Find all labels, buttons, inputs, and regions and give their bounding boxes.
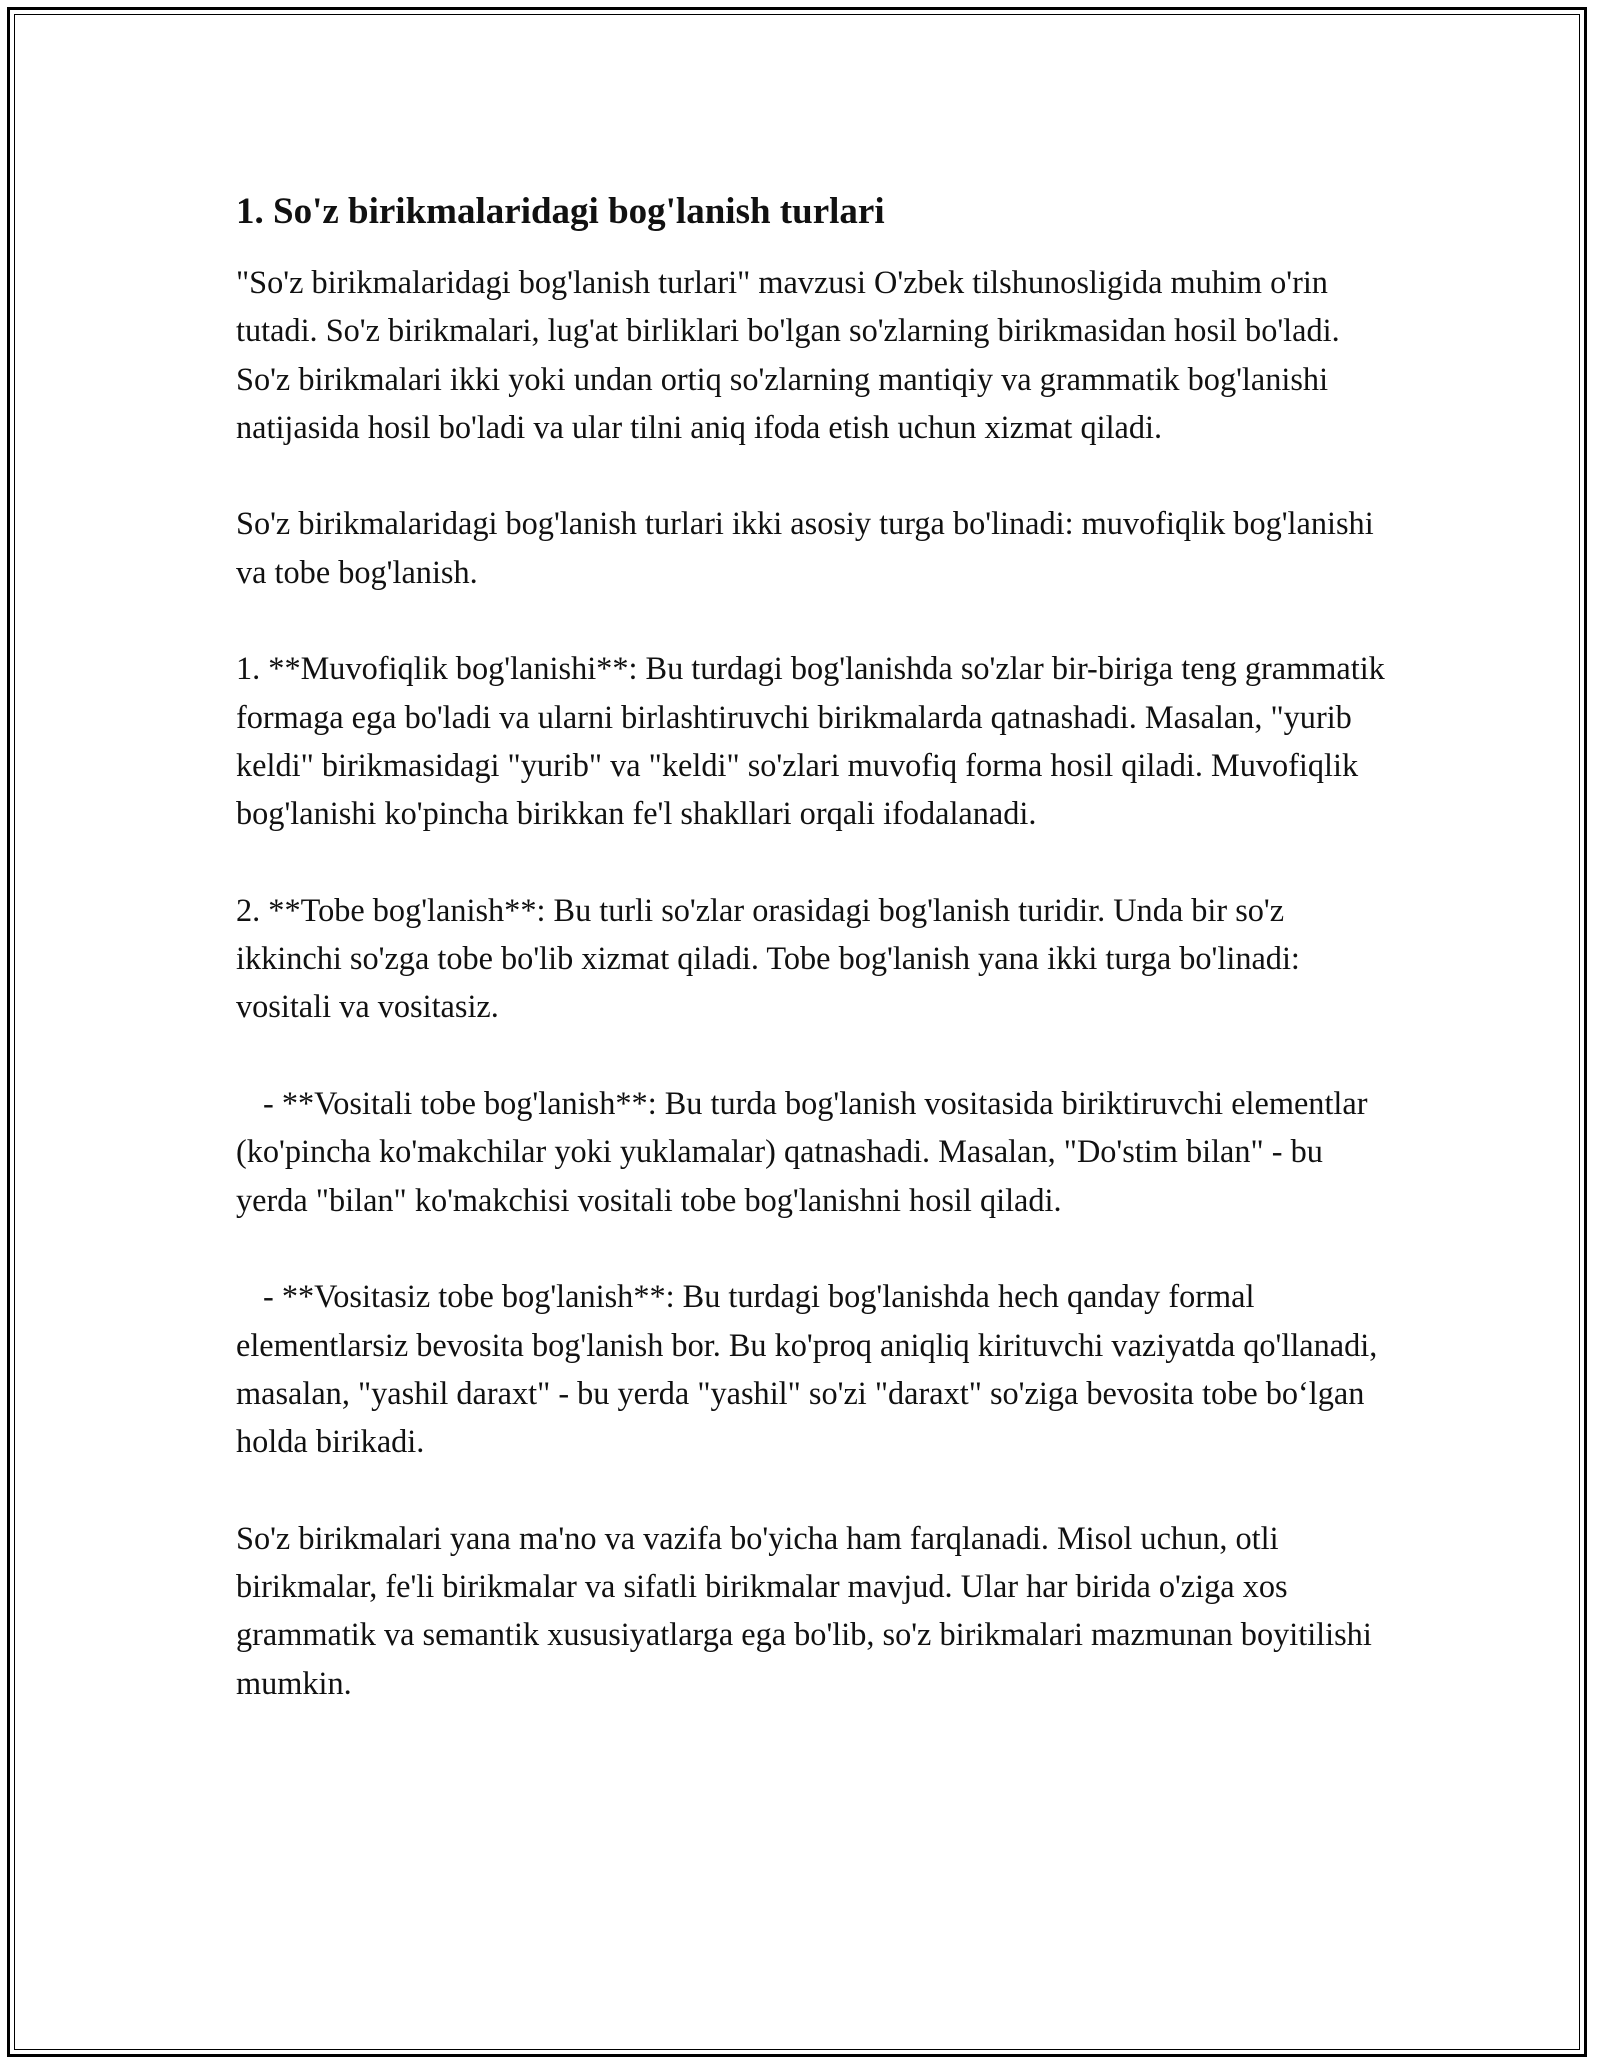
document-body xyxy=(236,186,1393,1755)
page-title: 1. So'z birikmalaridagi bog'lanish turlari xyxy=(236,191,885,232)
paragraph-vositali: - **Vositali tobe bog'lanish**: Bu turda bog'lanish vositasida biriktiruvchi elementlar (ko'pincha ko'makchilar yoki yuklamalar) qatnashadi. Masalan, "Do'stim bilan" - bu yerda "bilan" ko'makchisi vositali tobe bog'lanishni hosil qiladi. xyxy=(236,1085,1376,1218)
paragraph-vositasiz: - **Vositasiz tobe bog'lanish**: Bu turdagi bog'lanishda hech qanday formal elementlarsiz bevosita bog'lanish bor. Bu ko'proq aniqliq kirituvchi vaziyatda qo'llanadi, masalan, "yashil daraxt" - bu yerda "yashil" so'zi "daraxt" so'ziga bevosita tobe bo‘lgan holda birikadi. xyxy=(236,1278,1386,1460)
paragraph-muvofiqlik: 1. **Muvofiqlik bog'lanishi**: Bu turdagi bog'lanishda so'zlar bir-biriga teng grammatik formaga ega bo'ladi va ularni birlashtiruvchi birikmalarda qatnashadi. Masalan, "yurib keldi" birikmasidagi "yurib" va "keldi" so'zlari muvofiq forma hosil qiladi. Muvofiqlik bog'lanishi ko'pincha birikkan fe'l shakllari orqali ifodalanadi. xyxy=(236,650,1393,832)
paragraph-tobe: 2. **Tobe bog'lanish**: Bu turli so'zlar orasidagi bog'lanish turidir. Unda bir so'z ikkinchi so'zga tobe bo'lib xizmat qiladi. Tobe bog'lanish yana ikki turga bo'linadi: vositali va vositasiz. xyxy=(236,891,1308,1025)
paragraph-conclusion: So'z birikmalari yana ma'no va vazifa bo'yicha ham farqlanadi. Misol uchun, otli birikmalar, fe'li birikmalar va sifatli birikmalar mavjud. Ular har birida o'ziga xos grammatik va semantik xususiyatlarga ega bo'lib, so'z birikmalari mazmunan boyitilishi mumkin. xyxy=(236,1519,1380,1701)
paragraph-intro: "So'z birikmalaridagi bog'lanish turlari" mavzusi O'zbek tilshunosligida muhim o'rin tutadi. So'z birikmalari, lug'at birliklari bo'lgan so'zlarning birikmasidan hosil bo'ladi. So'z birikmalari ikki yoki undan ortiq so'zlarning mantiqiy va grammatik bog'lanishi natijasida hosil bo'ladi va ular tilni aniq ifoda etish uchun xizmat qiladi. xyxy=(236,264,1348,445)
paragraph-types: So'z birikmalaridagi bog'lanish turlari ikki asosiy turga bo'linadi: muvofiqlik bog'lanishi va tobe bog'lanish. xyxy=(236,505,1382,590)
